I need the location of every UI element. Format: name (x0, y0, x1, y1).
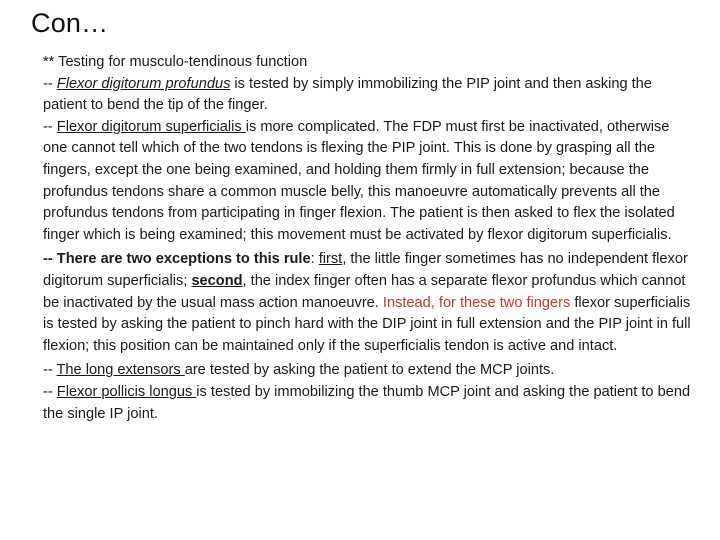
term-second: second (191, 272, 243, 289)
dash-prefix: -- (43, 75, 57, 92)
paragraph-text: , the little finger sometimes has no independent flexor digitorum superficialis; (43, 251, 688, 289)
term-flexor-pollicis-longus: Flexor pollicis longus (56, 383, 197, 400)
term-flexor-digitorum-profundus: Flexor digitorum profundus (56, 75, 231, 92)
term-long-extensors: The long extensors (56, 362, 185, 379)
dash-prefix: -- (43, 362, 57, 379)
exceptions-lead: -- There are two exceptions to this rule (43, 251, 311, 268)
term-flexor-digitorum-superficialis: Flexor digitorum superficialis (56, 118, 246, 135)
section-heading: ** Testing for musculo-tendinous function (43, 54, 308, 70)
paragraph-fds (43, 117, 693, 247)
paragraph-fpl (43, 382, 693, 425)
paragraph-text: flexor superficialis is tested by asking the patient to pinch hard with the DIP joint in full extension and the PIP joint in full flexion; this position can be maintained only if the superficialis tendon is active and intact. (43, 294, 691, 354)
paragraph-text: , the index finger often has a separate flexor profundus which cannot be inactivated by the usual mass action manoeuvre. (43, 272, 686, 311)
paragraph-text: is tested by simply immobilizing the PIP joint and then asking the patient to bend the tip of the finger. (43, 75, 652, 114)
slide-title: Con… (31, 8, 109, 38)
paragraph-exceptions (43, 249, 693, 357)
paragraph-text: is more complicated. The FDP must first be inactivated, otherwise one cannot tell which of the two tendons is flexing the PIP joint. This is done by grasping all the fingers, except the one being examined, and holding them firmly in full extension; because the profundus tendons share a common muscle belly, this manoeuvre automatically prevents all the profundus tendons from participating in finger flexion. The patient is then asked to flex the isolated finger which is being examined; this movement must be activated by flexor digitorum superficialis. (43, 118, 675, 243)
paragraph-text: are tested by asking the patient to extend the MCP joints. (184, 362, 555, 379)
dash-prefix: -- (43, 383, 57, 400)
paragraph-text: is tested by immobilizing the thumb MCP joint and asking the patient to bend the single IP joint. (43, 383, 691, 422)
dash-prefix: -- (43, 118, 57, 135)
highlight-red-text: Instead, for these two fingers (382, 294, 571, 311)
exceptions-colon: : (310, 251, 319, 268)
paragraph-long-extensors (43, 360, 693, 382)
term-first: first (318, 251, 343, 268)
slide-body (43, 52, 693, 425)
paragraph-fdp (43, 74, 693, 117)
